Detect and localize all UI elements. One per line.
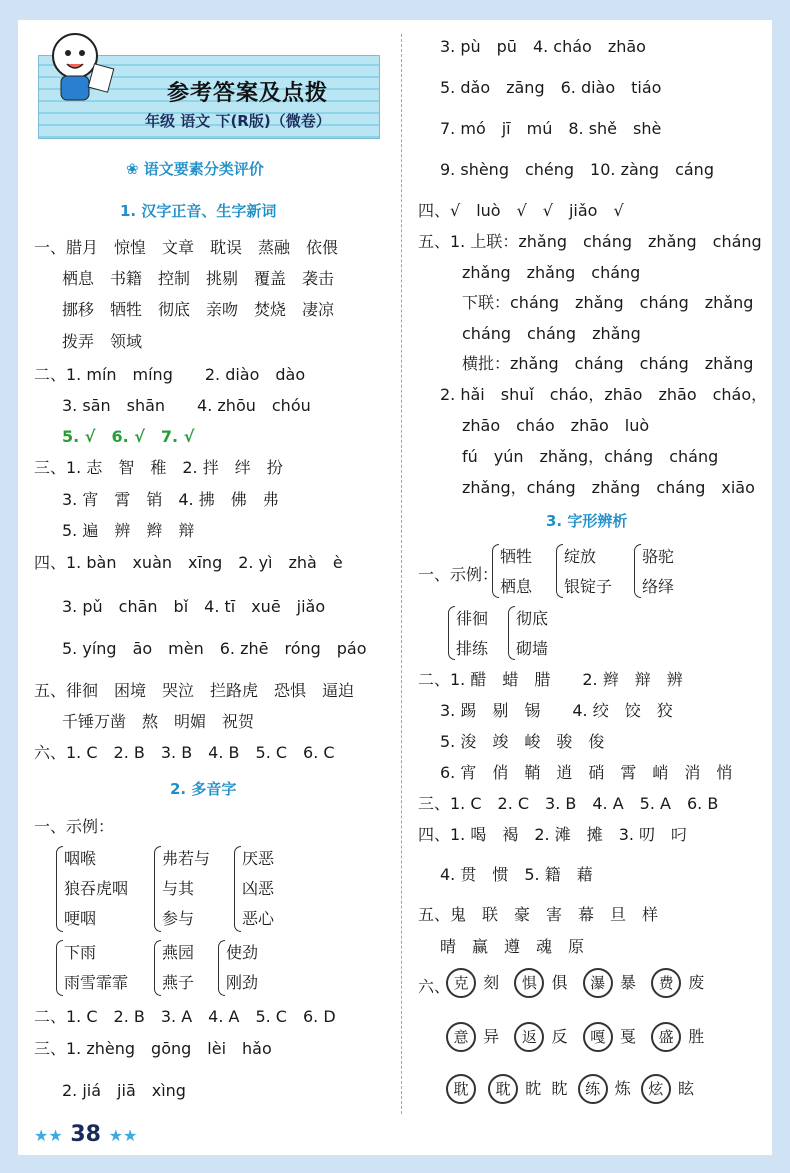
group-item: 排练 [456,639,489,658]
brace [154,846,161,932]
answer-line: 三、1. zhèng gōng lèi hǎo [34,1039,272,1058]
group-item: 彻底 [516,609,549,628]
group-item: 栖息 [500,577,533,596]
answer-line: 5. √ 6. √ 7. √ [62,427,195,446]
section-heading-2: 2. 多音字 [170,780,237,798]
brace [492,544,499,598]
answer-line: 5. yíng āo mèn 6. zhē róng páo [62,639,367,658]
group-item: 绽放 [564,547,597,566]
group-item: 咽喉 [64,849,97,868]
group-item: 刚劲 [226,973,259,992]
brace [556,544,563,598]
group-item: 厌恶 [242,849,275,868]
circled-char: 惧 [514,968,544,998]
answer-line: 四、1. 喝 褐 2. 滩 摊 3. 叨 叼 [418,825,688,844]
brace [154,940,161,996]
answer-line: zhǎng，cháng zhǎng cháng xiāo [462,478,755,497]
answer-line: 6. 宵 俏 鞘 逍 硝 霄 峭 消 悄 [440,763,733,782]
star-icon: ★★ [108,1126,138,1145]
group-item: 络绎 [642,577,675,596]
group-item: 参与 [162,909,195,928]
answer-line: 3. 踢 剔 锡 4. 绞 饺 狡 [440,701,673,720]
answer-line: 横批：zhǎng cháng cháng zhǎng [462,354,754,373]
circle-row [446,1022,704,1052]
circled-char: 嘎 [583,1022,613,1052]
answer-line: 5. dǎo zāng 6. diào tiáo [440,78,662,97]
column-divider [401,34,402,1114]
section-heading-eval: ❀ 语文要素分类评价 [126,160,264,178]
answer-line: zhāo cháo zhāo luò [462,416,650,435]
answer-line: cháng cháng zhǎng [462,324,641,343]
circled-char: 练 [578,1074,608,1104]
char: 戛 [619,1027,636,1046]
answer-line: 一、腊月 惊惶 文章 耽误 蒸融 依偎 [34,238,339,257]
brace [234,846,241,932]
circled-char: 耽 [446,1074,476,1104]
circled-char: 耽 [488,1074,518,1104]
circled-char: 炫 [641,1074,671,1104]
group-item: 骆驼 [642,547,675,566]
answer-line: 四、1. bàn xuàn xīng 2. yì zhà è [34,553,343,572]
circle-row [446,1074,694,1104]
char: 暴 [619,973,636,992]
char: 异 [483,1027,500,1046]
section-heading-3: 3. 字形辨析 [546,512,628,530]
answer-line: 四、√ luò √ √ jiǎo √ [418,201,624,220]
page-number-text: 38 [70,1122,101,1147]
circled-char: 瀑 [583,968,613,998]
char: 眈 [551,1079,568,1098]
char: 眈 [525,1079,542,1098]
brace [218,940,225,996]
brace [448,606,455,660]
answer-line: 二、1. 醋 蜡 腊 2. 辫 辩 辨 [418,670,683,689]
group-item: 徘徊 [456,609,489,628]
answer-line: 晴 赢 遵 魂 原 [440,937,585,956]
brace [634,544,641,598]
brace [56,940,63,996]
char: 刻 [483,973,500,992]
circle-row [446,968,704,998]
mascot-icon [45,26,115,106]
char: 胜 [688,1027,705,1046]
title-banner [38,55,380,139]
char: 反 [551,1027,568,1046]
char: 俱 [551,973,568,992]
answer-line: 3. 宵 霄 销 4. 拂 佛 弗 [62,490,279,509]
brace [508,606,515,660]
group-item: 银锭子 [564,577,613,596]
group-item: 燕子 [162,973,195,992]
group-item: 恶心 [242,909,275,928]
answer-line: 5. 遍 辨 辫 辩 [62,521,195,540]
answer-line: 六、1. C 2. B 3. B 4. B 5. C 6. C [34,743,335,762]
circled-char: 盛 [651,1022,681,1052]
answer-line: fú yún zhǎng，cháng cháng [462,447,719,466]
answer-line: 7. mó jī mú 8. shě shè [440,119,662,138]
answer-line: 五、鬼 联 豪 害 幕 旦 样 [418,905,659,924]
brace [56,846,63,932]
answer-line: 3. sān shān 4. zhōu chóu [62,396,311,415]
answer-line: 5. 浚 竣 峻 骏 俊 [440,732,605,751]
answer-line: 五、1. 上联：zhǎng cháng zhǎng cháng [418,232,762,251]
group-item: 下雨 [64,943,97,962]
circled-char: 克 [446,968,476,998]
answer-line: 栖息 书籍 控制 挑剔 覆盖 袭击 [62,269,335,288]
answer-line: 千锤万凿 熬 明媚 祝贺 [62,712,255,731]
answer-line: 9. shèng chéng 10. zàng cáng [440,160,714,179]
group-item: 弗若与 [162,849,211,868]
char: 炼 [614,1079,631,1098]
group-item: 牺牲 [500,547,533,566]
answer-line: 下联：cháng zhǎng cháng zhǎng [462,293,754,312]
answer-line: 二、1. mín míng 2. diào dào [34,365,306,384]
group-item: 使劲 [226,943,259,962]
group-item: 凶恶 [242,879,275,898]
answer-line: 一、示例： [34,817,115,836]
answer-line: 4. 贯 惯 5. 籍 藉 [440,865,593,884]
answer-line: 一、示例： [418,565,499,584]
answer-line: 3. pǔ chān bǐ 4. tī xuē jiǎo [62,597,326,616]
answer-line: 三、1. 志 智 稚 2. 拌 绊 扮 [34,458,283,477]
answer-line: 2. hǎi shuǐ cháo，zhāo zhāo cháo， [440,385,768,404]
answer-line: 3. pù pū 4. cháo zhāo [440,37,646,56]
group-item: 狼吞虎咽 [64,879,129,898]
group-item: 燕园 [162,943,195,962]
group-item: 与其 [162,879,195,898]
answer-line: 拨弄 领域 [62,332,143,351]
circled-char: 费 [651,968,681,998]
page-number [34,1122,137,1147]
banner-title: 参考答案及点拨 [167,81,329,106]
banner-subtitle: 年级 语文 下(R版)（微卷） [145,112,331,130]
answer-line: 挪移 牺牲 彻底 亲吻 焚烧 凄凉 [62,300,335,319]
section-heading-1: 1. 汉字正音、生字新词 [120,202,277,220]
answer-line: 五、徘徊 困境 哭泣 拦路虎 恐惧 逼迫 [34,681,355,700]
answer-line-prefix: 六、 [418,977,451,996]
group-item: 砌墙 [516,639,549,658]
star-icon: ★★ [34,1126,63,1145]
answer-line: 三、1. C 2. C 3. B 4. A 5. A 6. B [418,794,719,813]
circled-char: 返 [514,1022,544,1052]
answer-line: 2. jiá jiā xìng [62,1081,186,1100]
group-item: 雨雪霏霏 [64,973,129,992]
answer-line: 二、1. C 2. B 3. A 4. A 5. C 6. D [34,1007,336,1026]
answer-line: zhǎng zhǎng cháng [462,263,641,282]
group-item: 哽咽 [64,909,97,928]
char: 眩 [678,1079,695,1098]
circled-char: 意 [446,1022,476,1052]
char: 废 [688,973,705,992]
